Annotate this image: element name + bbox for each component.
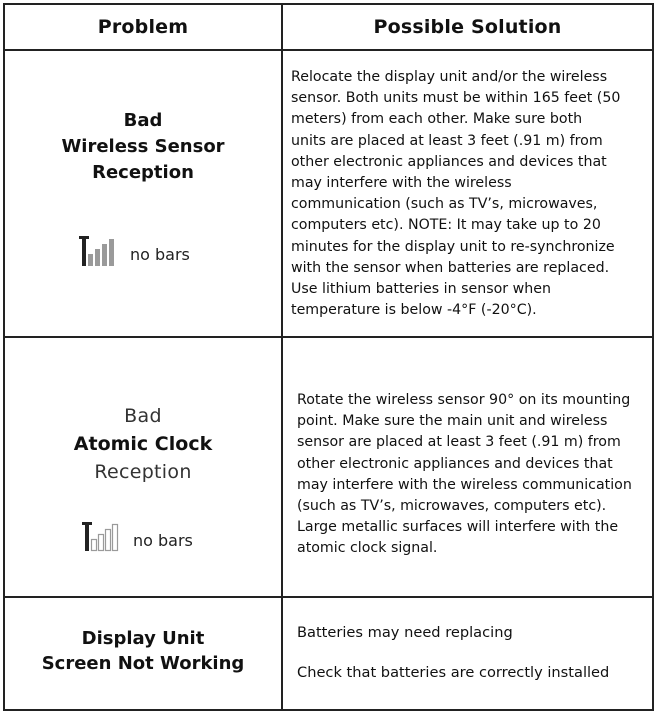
- header-solution-cell: [283, 5, 652, 49]
- problem-cell: [5, 338, 283, 596]
- troubleshooting-table: [3, 3, 654, 711]
- solution-text: [297, 390, 646, 560]
- solution-line: computers etc). NOTE: It may take up to 20: [291, 217, 601, 234]
- signal-label: no bars: [133, 531, 193, 550]
- signal-label: no bars: [130, 245, 190, 264]
- header-problem-cell: [5, 5, 283, 49]
- problem-line: Wireless Sensor: [61, 136, 225, 157]
- solution-line: minutes for the display unit to re-synchronize: [291, 238, 615, 255]
- signal-bars-outline-icon: [81, 518, 121, 552]
- solution-line: may interfere with the wireless communication: [297, 476, 632, 493]
- problem-title: [5, 108, 281, 186]
- signal-indicator: [81, 518, 193, 552]
- problem-line: Reception: [94, 461, 192, 483]
- solution-cell: [283, 51, 652, 336]
- solution-line: other electronic appliances and devices that: [297, 455, 613, 472]
- table-row: [5, 338, 652, 598]
- solution-line: Check that batteries are correctly installed: [297, 664, 610, 681]
- solution-line: communication (such as TV’s, microwaves,: [291, 196, 598, 213]
- solution-text: [291, 67, 644, 321]
- table-row: [5, 598, 652, 709]
- signal-indicator: [78, 234, 190, 266]
- solution-line: other electronic appliances and devices that: [291, 153, 607, 170]
- solution-line: meters) from each other. Make sure both: [291, 111, 583, 128]
- header-problem: Problem: [97, 16, 189, 38]
- solution-line: may interfere with the wireless: [291, 175, 512, 192]
- header-solution: Possible Solution: [373, 16, 562, 38]
- solution-line: sensor. Both units must be within 165 feet (50: [291, 90, 621, 107]
- solution-line: (such as TV’s, microwaves, computers etc).: [297, 498, 607, 515]
- problem-line: Display Unit: [81, 628, 205, 649]
- solution-line: Relocate the display unit and/or the wireless: [291, 69, 608, 85]
- table-row: [5, 51, 652, 338]
- problem-title: [5, 626, 281, 676]
- solution-cell: [283, 338, 652, 596]
- solution-line: point. Make sure the main unit and wireless: [297, 413, 608, 430]
- solution-line: Batteries may need replacing: [297, 624, 513, 641]
- solution-line: units are placed at least 3 feet (.91 m) from: [291, 132, 603, 149]
- problem-cell: [5, 598, 283, 709]
- solution-cell: [283, 598, 652, 709]
- table-header-row: [5, 5, 652, 51]
- problem-line: Bad: [124, 405, 162, 427]
- solution-line: atomic clock signal.: [297, 540, 438, 557]
- solution-line: with the sensor when batteries are replaced.: [291, 259, 610, 276]
- signal-bars-gray-icon: [78, 234, 118, 266]
- solution-line: temperature is below -4°F (-20°C).: [291, 302, 537, 319]
- problem-line: Screen Not Working: [41, 653, 245, 674]
- solution-line: Rotate the wireless sensor 90° on its mounting: [297, 392, 631, 408]
- problem-line: Reception: [92, 162, 194, 183]
- problem-cell: [5, 51, 283, 336]
- solution-line: sensor are placed at least 3 feet (.91 m) from: [297, 434, 621, 451]
- problem-line: Atomic Clock: [73, 433, 213, 455]
- problem-line: Bad: [123, 110, 163, 131]
- solution-line: Large metallic surfaces will interfere with the: [297, 519, 619, 536]
- solution-line: Use lithium batteries in sensor when: [291, 281, 551, 298]
- problem-title: [5, 402, 281, 486]
